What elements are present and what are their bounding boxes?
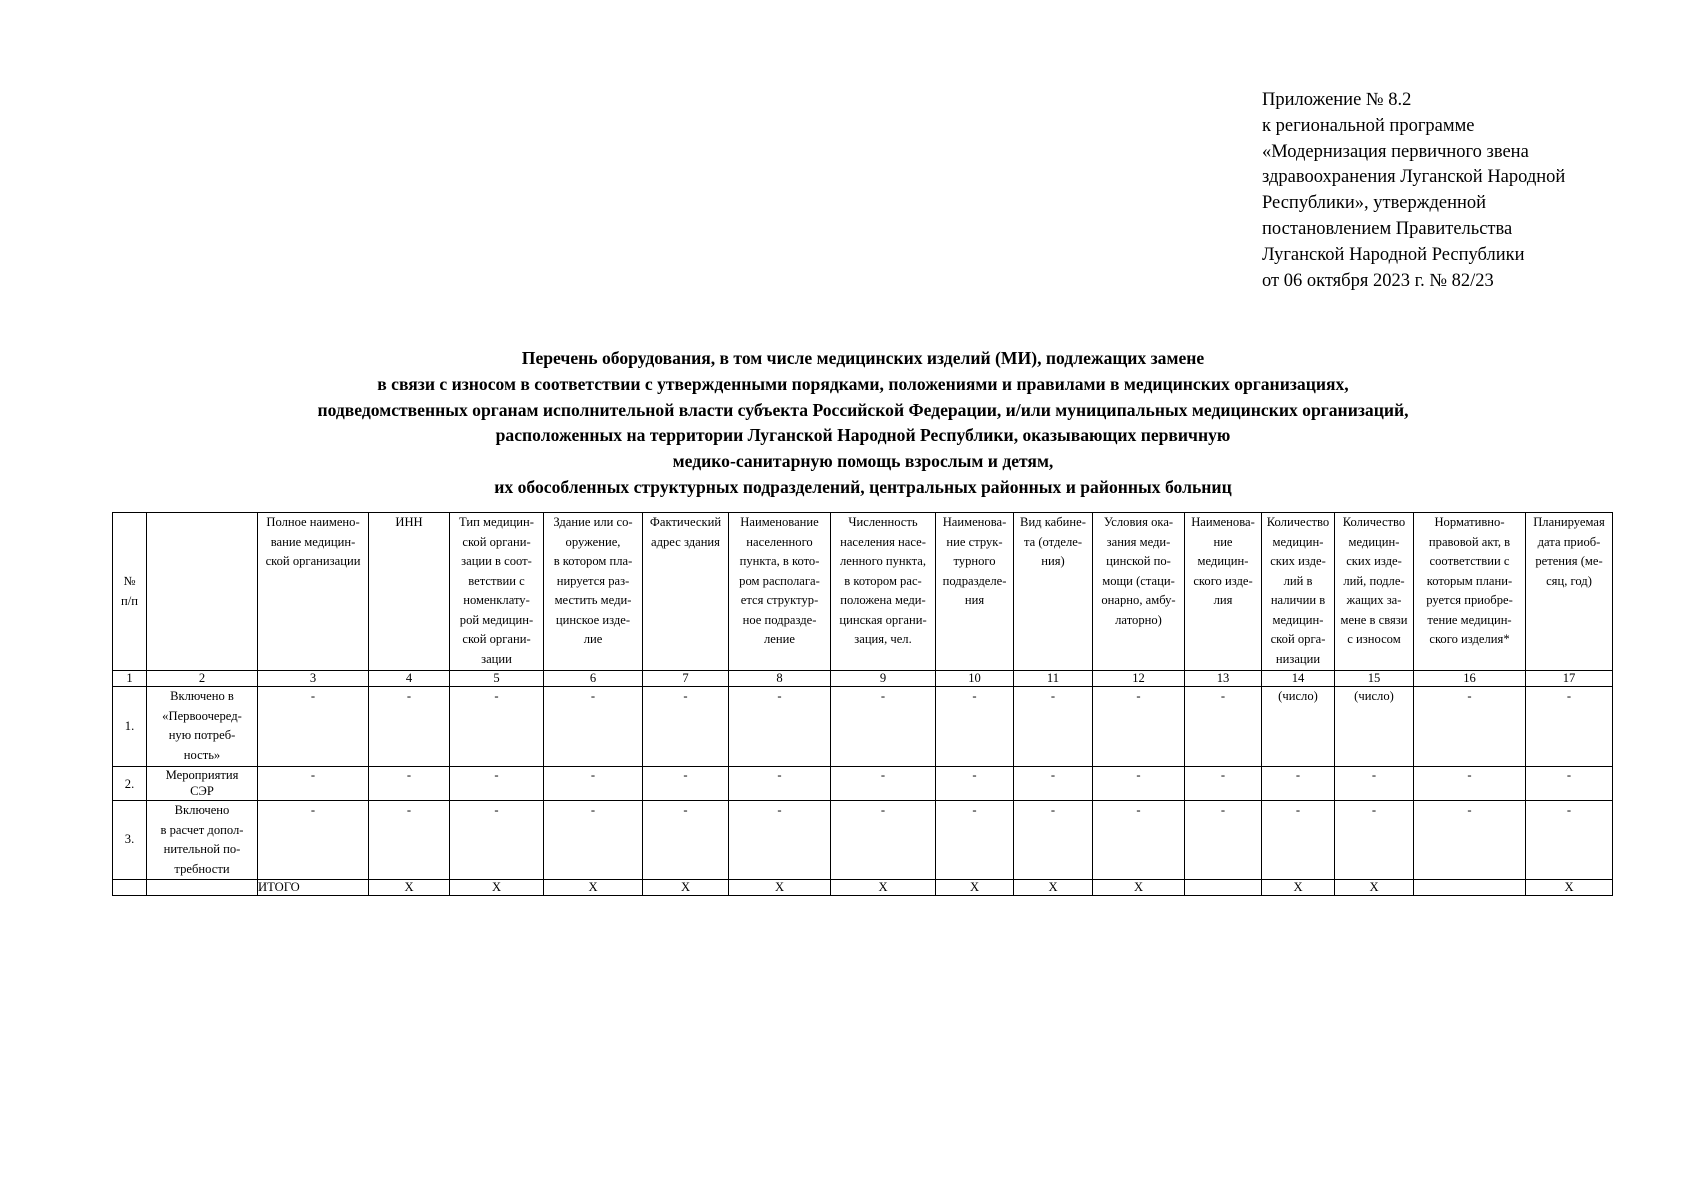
row-number: 3. xyxy=(113,801,147,880)
column-number: 16 xyxy=(1414,671,1526,687)
table-cell: - xyxy=(1093,767,1185,801)
header-cell: Планируемая дата приоб- ретения (ме- сяц, год) xyxy=(1526,513,1613,671)
total-cell: X xyxy=(369,880,450,896)
table-cell: - xyxy=(369,767,450,801)
appendix-line: здравоохранения Луганской Народной xyxy=(1262,167,1566,188)
table-cell: - xyxy=(729,687,831,767)
total-cell: X xyxy=(643,880,729,896)
column-number: 11 xyxy=(1014,671,1093,687)
title-line: в связи с износом в соответствии с утвержденными порядками, положениями и правилами в медицинских организациях, xyxy=(377,373,1349,394)
table-cell: - xyxy=(729,767,831,801)
table-cell: - xyxy=(1014,687,1093,767)
total-cell: X xyxy=(936,880,1014,896)
table-row xyxy=(113,767,1613,801)
table-cell: - xyxy=(1335,801,1414,880)
total-cell xyxy=(1185,880,1262,896)
appendix-line: к региональной программе xyxy=(1262,115,1475,136)
table-cell: - xyxy=(936,767,1014,801)
total-cell: X xyxy=(1093,880,1185,896)
table-header-row xyxy=(113,513,1613,671)
column-number: 1 xyxy=(113,671,147,687)
header-cell: Здание или со- оружение, в котором пла- нируется раз- местить меди- цинское изде- лие xyxy=(544,513,643,671)
table-cell: - xyxy=(544,687,643,767)
table-cell: (число) xyxy=(1262,687,1335,767)
table-cell: - xyxy=(1262,767,1335,801)
table-cell: - xyxy=(544,801,643,880)
row-label: Включено в «Первоочеред- ную потреб- ность» xyxy=(147,687,258,767)
table-row xyxy=(113,687,1613,767)
table-cell: - xyxy=(1414,687,1526,767)
title-line: расположенных на территории Луганской Народной Республики, оказывающих первичную xyxy=(495,425,1231,446)
title-line: их обособленных структурных подразделений, центральных районных и районных больниц xyxy=(494,476,1232,497)
column-number: 15 xyxy=(1335,671,1414,687)
header-cell: Количество медицин- ских изде- лий в наличии в медицин- ской орга- низации xyxy=(1262,513,1335,671)
table-cell: - xyxy=(1526,801,1613,880)
header-cell: Нормативно- правовой акт, в соответствии с которым плани- руется приобре- тение медицин- ского изделия* xyxy=(1414,513,1526,671)
table-cell: - xyxy=(1526,767,1613,801)
total-cell: X xyxy=(1526,880,1613,896)
table-cell: - xyxy=(450,687,544,767)
column-number: 2 xyxy=(147,671,258,687)
column-number: 14 xyxy=(1262,671,1335,687)
table-cell: - xyxy=(936,687,1014,767)
total-cell: X xyxy=(450,880,544,896)
table-cell: - xyxy=(729,801,831,880)
column-number: 5 xyxy=(450,671,544,687)
appendix-line: Луганской Народной Республики xyxy=(1262,244,1525,265)
header-cell: № п/п xyxy=(113,513,147,671)
table-cell: - xyxy=(1262,801,1335,880)
header-cell: Количество медицин- ских изде- лий, подле- жащих за- мене в связи с износом xyxy=(1335,513,1414,671)
column-number: 3 xyxy=(258,671,369,687)
table-cell: - xyxy=(258,801,369,880)
column-number: 12 xyxy=(1093,671,1185,687)
header-cell: Наименова- ние медицин- ского изде- лия xyxy=(1185,513,1262,671)
table-cell: - xyxy=(258,767,369,801)
table-cell: - xyxy=(1526,687,1613,767)
title-line: подведомственных органам исполнительной власти субъекта Российской Федерации, и/или муниципальных медицинских организаций, xyxy=(317,399,1409,420)
row-number: 1. xyxy=(113,687,147,767)
table-cell: - xyxy=(369,801,450,880)
column-number: 8 xyxy=(729,671,831,687)
equipment-table xyxy=(112,512,1613,896)
table-cell: - xyxy=(450,767,544,801)
total-empty-cell xyxy=(147,880,258,896)
column-number: 4 xyxy=(369,671,450,687)
table-cell: - xyxy=(1093,687,1185,767)
document-title xyxy=(0,346,1696,501)
table-cell: - xyxy=(1414,801,1526,880)
appendix-line: «Модернизация первичного звена xyxy=(1262,141,1529,162)
table-cell: - xyxy=(831,687,936,767)
total-cell xyxy=(1414,880,1526,896)
table-cell: (число) xyxy=(1335,687,1414,767)
column-number: 10 xyxy=(936,671,1014,687)
header-cell: Полное наимено- вание медицин- ской организации xyxy=(258,513,369,671)
appendix-line: Приложение № 8.2 xyxy=(1262,90,1412,110)
table-cell: - xyxy=(1185,767,1262,801)
title-line: медико-санитарную помощь взрослым и детям, xyxy=(672,451,1054,472)
header-cell: Условия ока- зания меди- цинской по- мощи (стаци- онарно, амбу- латорно) xyxy=(1093,513,1185,671)
header-cell: Вид кабине- та (отделе- ния) xyxy=(1014,513,1093,671)
column-number: 9 xyxy=(831,671,936,687)
total-label: ИТОГО xyxy=(258,880,369,896)
total-cell: X xyxy=(831,880,936,896)
header-cell xyxy=(147,513,258,671)
table-cell: - xyxy=(831,767,936,801)
total-cell: X xyxy=(544,880,643,896)
table-cell: - xyxy=(1335,767,1414,801)
table-cell: - xyxy=(258,687,369,767)
column-number: 6 xyxy=(544,671,643,687)
header-cell: Фактический адрес здания xyxy=(643,513,729,671)
table-cell: - xyxy=(1414,767,1526,801)
table-cell: - xyxy=(369,687,450,767)
row-label: Мероприятия СЭР xyxy=(147,767,258,801)
total-empty-cell xyxy=(113,880,147,896)
column-number: 13 xyxy=(1185,671,1262,687)
title-line: Перечень оборудования, в том числе медицинских изделий (МИ), подлежащих замене xyxy=(521,348,1205,368)
header-cell: Тип медицин- ской органи- зации в соот- ветствии с номенклату- рой медицин- ской органи- зации xyxy=(450,513,544,671)
total-cell: X xyxy=(1014,880,1093,896)
table-cell: - xyxy=(643,767,729,801)
table-cell: - xyxy=(643,687,729,767)
appendix-line: Республики», утвержденной xyxy=(1262,193,1487,214)
table-cell: - xyxy=(450,801,544,880)
table-cell: - xyxy=(1014,767,1093,801)
header-cell: ИНН xyxy=(369,513,450,671)
table-cell: - xyxy=(1185,801,1262,880)
column-number: 17 xyxy=(1526,671,1613,687)
total-row xyxy=(113,880,1613,896)
header-cell: Наименование населенного пункта, в кото- ром располага- ется структур- ное подразде- ление xyxy=(729,513,831,671)
table-cell: - xyxy=(1014,801,1093,880)
table-cell: - xyxy=(1185,687,1262,767)
table-cell: - xyxy=(831,801,936,880)
table-cell: - xyxy=(936,801,1014,880)
total-cell: X xyxy=(1262,880,1335,896)
appendix-block xyxy=(1262,88,1682,294)
total-cell: X xyxy=(1335,880,1414,896)
header-cell: Численность населения насе- ленного пункта, в котором рас- положена меди- цинская органи- зация, чел. xyxy=(831,513,936,671)
header-cell: Наименова- ние струк- турного подразделе- ния xyxy=(936,513,1014,671)
appendix-line: постановлением Правительства xyxy=(1262,218,1513,239)
row-number: 2. xyxy=(113,767,147,801)
table-cell: - xyxy=(544,767,643,801)
table-row xyxy=(113,801,1613,880)
row-label: Включено в расчет допол- нительной по- требности xyxy=(147,801,258,880)
column-number-row xyxy=(113,671,1613,687)
table-cell: - xyxy=(1093,801,1185,880)
appendix-line: от 06 октября 2023 г. № 82/23 xyxy=(1262,270,1494,291)
table-cell: - xyxy=(643,801,729,880)
column-number: 7 xyxy=(643,671,729,687)
total-cell: X xyxy=(729,880,831,896)
